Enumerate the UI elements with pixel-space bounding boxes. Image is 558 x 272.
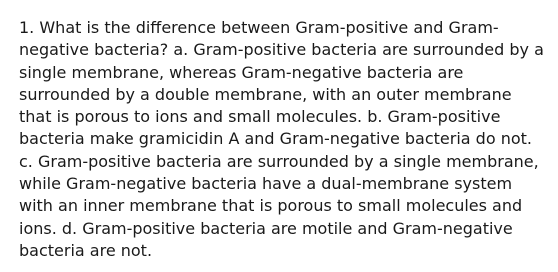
question-line: that is porous to ions and small molecules. b. Gram-positive <box>19 107 501 127</box>
question-line: single membrane, whereas Gram-negative bacteria are <box>19 62 464 82</box>
question-line: ions. d. Gram-positive bacteria are motile and Gram-negative <box>19 218 513 238</box>
question-line: negative bacteria? a. Gram-positive bacteria are surrounded by a <box>19 40 544 60</box>
question-line: surrounded by a double membrane, with an outer membrane <box>19 84 512 104</box>
question-line: c. Gram-positive bacteria are surrounded by a single membrane, <box>19 151 539 171</box>
question-text <box>19 17 549 262</box>
question-line: 1. What is the difference between Gram-positive and Gram- <box>19 18 499 37</box>
question-line: bacteria are not. <box>19 240 153 260</box>
question-line: with an inner membrane that is porous to small molecules and <box>19 196 523 216</box>
question-line: bacteria make gramicidin A and Gram-negative bacteria do not. <box>19 129 532 149</box>
question-line: while Gram-negative bacteria have a dual-membrane system <box>19 174 513 194</box>
